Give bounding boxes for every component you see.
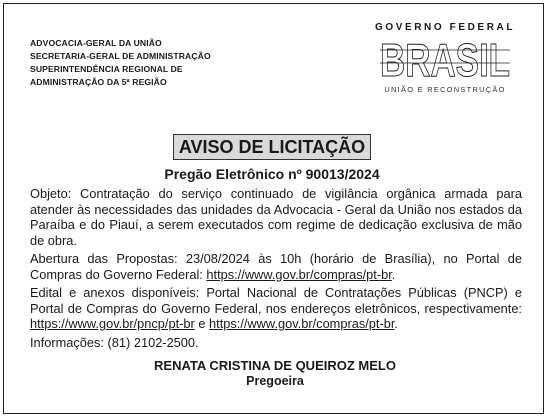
- objeto-paragraph: Objeto: Contratação do serviço continuado de vigilância orgânica armada para atender às necessidades das unidades da Advocacia - Geral da União nos estados da Paraíba e do Piauí, a serem executados com regime de dedicação exclusiva de mão de obra.: [30, 186, 522, 248]
- agency-line: SECRETARIA-GERAL DE ADMINISTRAÇÃO: [30, 51, 211, 61]
- signer-name: RENATA CRISTINA DE QUEIROZ MELO: [154, 358, 396, 373]
- compras-link[interactable]: https://www.gov.br/compras/pt-br: [206, 266, 392, 282]
- signer-role: Pregoeira: [246, 374, 304, 388]
- compras-link-2[interactable]: https://www.gov.br/compras/pt-br: [209, 316, 395, 331]
- agency-line: SUPERINTENDÊNCIA REGIONAL DE: [30, 64, 183, 74]
- informacoes-paragraph: Informações: (81) 2102-2500.: [30, 334, 199, 350]
- edital-text: Edital e anexos disponíveis: Portal Nacional de Contratações Públicas (PNCP) e Portal de Compras do Governo Federal, nos endereços eletrônicos, respectivamente:: [30, 285, 522, 316]
- agency-line: ADVOCACIA-GERAL DA UNIÃO: [30, 38, 162, 48]
- edital-and: e: [194, 316, 210, 331]
- logo-bottom-text: UNIÃO E RECONSTRUÇÃO: [384, 85, 506, 94]
- notice-title: AVISO DE LICITAÇÃO: [173, 134, 371, 160]
- logo-word: BRASIL: [380, 34, 510, 86]
- abertura-paragraph: Abertura das Propostas: 23/08/2024 às 10h (horário de Brasília), no Portal de Compras do Governo Federal: https://www.gov.br/compras/pt-br.: [30, 251, 522, 282]
- title-wrapper: [0, 134, 544, 160]
- edital-paragraph: Edital e anexos disponíveis: Portal Nacional de Contratações Públicas (PNCP) e Portal de Compras do Governo Federal, nos endereços eletrônicos, respectivamente: https://www.gov.br/pncp/pt-br e https://www.gov.br/compras/pt-br.: [30, 285, 522, 331]
- abertura-text: Abertura das Propostas: 23/08/2024 às 10h (horário de Brasília), no Portal de Compras do Governo Federal:: [30, 251, 522, 282]
- agency-line: ADMINISTRAÇÃO DA 5ª REGIÃO: [30, 77, 167, 87]
- pncp-link[interactable]: https://www.gov.br/pncp/pt-br: [30, 316, 195, 331]
- agency-header: [30, 37, 211, 89]
- logo-top-text: GOVERNO FEDERAL: [374, 22, 516, 33]
- notice-body: [30, 186, 522, 350]
- brasil-wordmark-logo: [378, 34, 512, 86]
- government-logo: [370, 22, 520, 100]
- notice-subtitle: Pregão Eletrônico nº 90013/2024: [164, 166, 380, 182]
